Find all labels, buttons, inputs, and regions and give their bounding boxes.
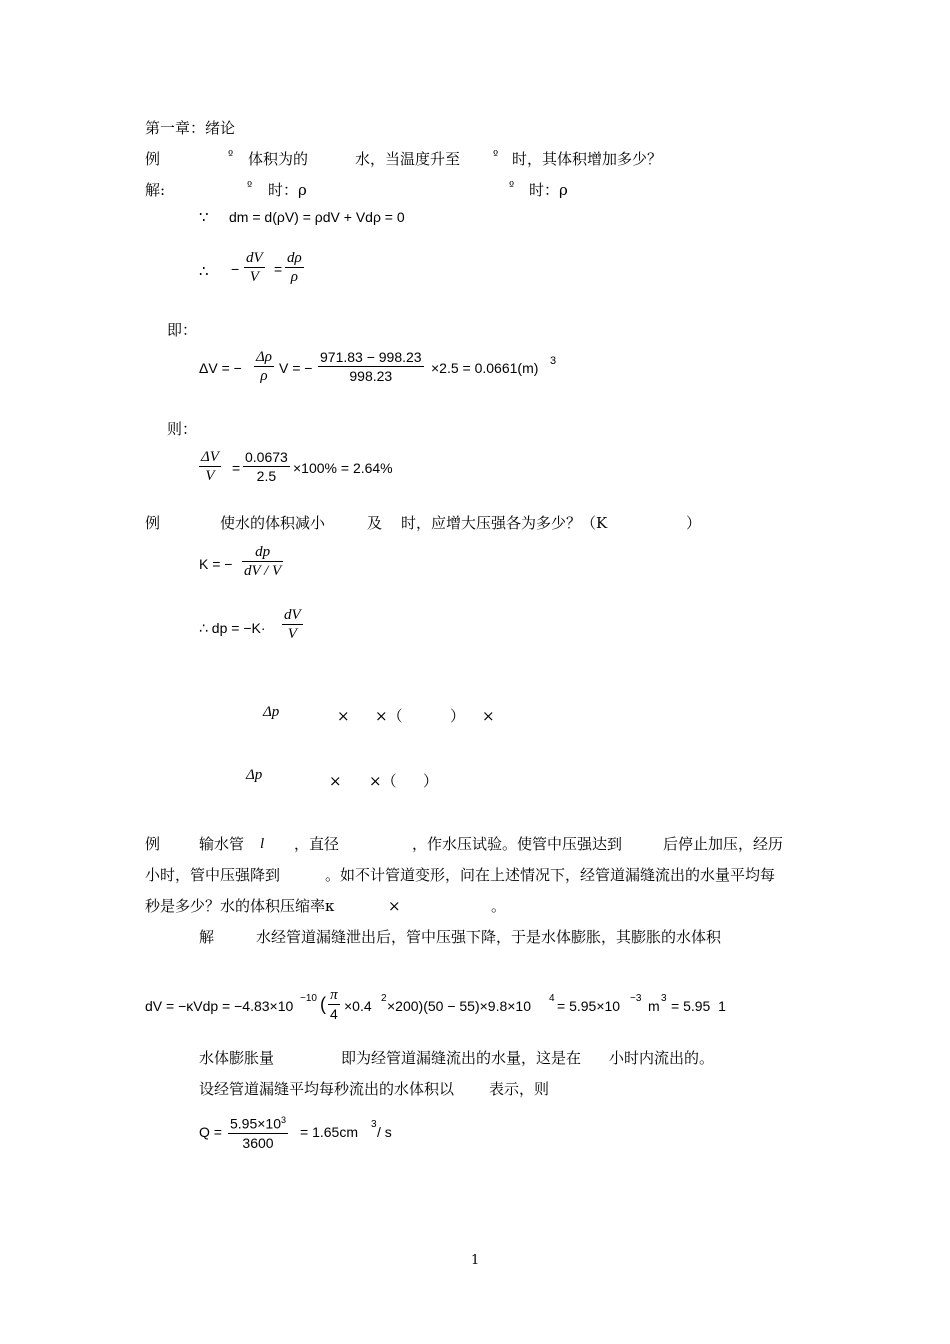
expansion-text-1b: 即为经管道漏缝流出的水量，这是在 [341,1049,582,1067]
example1-text-1: 体积为的 [248,150,309,168]
solution1-density-2: 时：ρ [529,181,568,199]
fraction-numerator: dp [242,543,283,562]
degree-symbol: º [228,148,234,161]
fraction-numerator: dV [246,250,263,266]
example3-text-1e: 后停止加压，经历 [663,835,784,853]
fraction-numerator [228,1111,288,1134]
expansion-equation-e: m [648,998,660,1014]
example1-label: 例 [145,150,161,168]
exponent: 3 [661,993,667,1004]
times-sign: × [388,897,401,915]
exponent: 3 [371,1119,377,1130]
ji-label: 即： [167,321,198,339]
delta-v-lhs: ΔV = − [199,360,242,376]
example2-text-2: 及 [367,514,383,532]
expansion-equation-c: ×200)(50 − 55)×9.8×10 [387,998,532,1014]
exponent: 2 [381,993,387,1004]
fraction-denominator: ρ [260,368,268,384]
times-sign: × [482,707,495,725]
fraction-denominator: V [205,468,215,484]
ratio-result: ×100% = 2.64% [293,460,393,476]
numerator-base: 5.95×10 [230,1115,281,1132]
expansion-equation-d: = 5.95×10 [557,998,621,1014]
delta-p-2: Δp [246,767,263,783]
times-paren: ×（ [369,772,397,790]
mass-differential-equation: dm = d(ρV) = ρdV + Vdρ = 0 [229,209,405,225]
fraction-drho-over-rho [254,348,274,385]
solution3-label: 解 [199,928,215,946]
example3-text-3a: 秒是多少？水的体积压缩率κ [145,897,335,915]
example3-var-l: l [260,836,265,852]
delta-v-mid: V = − [279,360,313,376]
expansion-text-2a: 设经管道漏缝平均每秒流出的水体积以 [199,1080,455,1098]
flow-rate-unit: / s [377,1124,392,1140]
dp-lhs: ∴ dp = −K· [199,620,266,636]
ze-label: 则： [167,420,198,438]
fraction-numerator: dρ [287,250,302,266]
example2-text-4: ） [686,514,702,532]
full-stop: 。 [491,897,507,915]
delta-p-1: Δp [263,704,280,720]
example2-label: 例 [145,514,161,532]
fraction-pi-over-4 [328,986,340,1023]
degree-symbol: º [247,179,253,192]
example1-text-2: 水，当温度升至 [355,150,461,168]
fraction-dp-over-dv [242,543,283,580]
page-number: 1 [471,1253,480,1268]
fraction-denominator: V [287,626,297,642]
solution1-density-1: 时：ρ [268,181,307,199]
fraction-dv-over-v [282,606,303,643]
close-paren: ） [423,772,439,790]
flow-rate-result: = 1.65cm [300,1124,358,1140]
equals-sign: = [232,460,241,476]
close-paren: ） [450,707,466,725]
fraction-numerator: π [328,986,340,1005]
exponent: 3 [281,1115,287,1125]
fraction-delta-v-over-v [199,448,221,485]
fraction-denominator: 3600 [242,1134,274,1151]
degree-symbol: º [493,148,499,161]
fraction-denominator: dV / V [244,563,282,579]
fraction-numerator: Δρ [256,349,273,365]
fraction-denominator: ρ [290,269,298,285]
example3-text-1a: 输水管 [199,835,245,853]
fraction-numerator: 971.83 − 998.23 [320,349,422,365]
minus-sign: − [231,261,240,277]
bulk-modulus-lhs: K = − [199,556,233,572]
fraction-denominator: V [249,269,259,285]
times-sign: × [329,772,342,790]
exponent: −3 [630,993,642,1004]
fraction-ratio [243,448,290,485]
example1-text-3: 时，其体积增加多少？ [512,150,663,168]
example3-text-2b: 。如不计管道变形，问在上述情况下，经管道漏缝流出的水量平均每 [325,866,776,884]
fraction-denominator: 2.5 [256,468,277,484]
solution1-label: 解: [145,181,166,199]
fraction-numerator: dV [284,607,301,623]
therefore-symbol: ∴ [199,262,209,280]
times-paren: ×（ [375,707,403,725]
because-symbol: ∵ [199,208,209,226]
chapter-title: 第一章：绪论 [145,119,236,137]
exponent: −10 [300,993,317,1004]
fraction-denominator: 998.23 [349,368,393,384]
example3-label: 例 [145,835,161,853]
expansion-equation-a: dV = −κVdp = −4.83×10 [145,998,294,1014]
fraction-numerator: ΔV [201,449,219,465]
expansion-text-1c: 小时内流出的。 [609,1049,715,1067]
solution3-text: 水经管道漏缝泄出后，管中压强下降，于是水体膨胀，其膨胀的水体积 [256,928,722,946]
fraction-flow-rate [228,1111,288,1152]
example3-text-1d: ，作水压试验。使管中压强达到 [412,835,623,853]
expansion-text-2b: 表示，则 [489,1080,550,1098]
fraction-denominator: 4 [330,1006,338,1022]
fraction-dv-over-v [244,249,265,286]
fraction-numerator: 0.0673 [245,449,288,465]
flow-rate-lhs: Q = [199,1124,222,1140]
expansion-text-1a: 水体膨胀量 [199,1049,275,1067]
degree-symbol: º [509,179,515,192]
expansion-equation-f: = 5.95 1 [671,998,726,1014]
expansion-equation-b: ×0.4 [344,998,372,1014]
fraction-density-change [318,348,424,385]
example2-text-1: 使水的体积减小 [220,514,326,532]
open-paren: ( [320,994,326,1014]
exponent: 3 [550,355,557,367]
example3-text-1c: ，直径 [294,835,340,853]
delta-v-result: ×2.5 = 0.0661(m) [431,360,539,376]
exponent: 4 [549,993,555,1004]
equals-sign: = [274,261,283,277]
fraction-drho-over-rho [285,249,304,286]
times-sign: × [337,707,350,725]
example3-text-2a: 小时，管中压强降到 [145,866,281,884]
example2-text-3: 时，应增大压强各为多少？（K [401,514,608,532]
